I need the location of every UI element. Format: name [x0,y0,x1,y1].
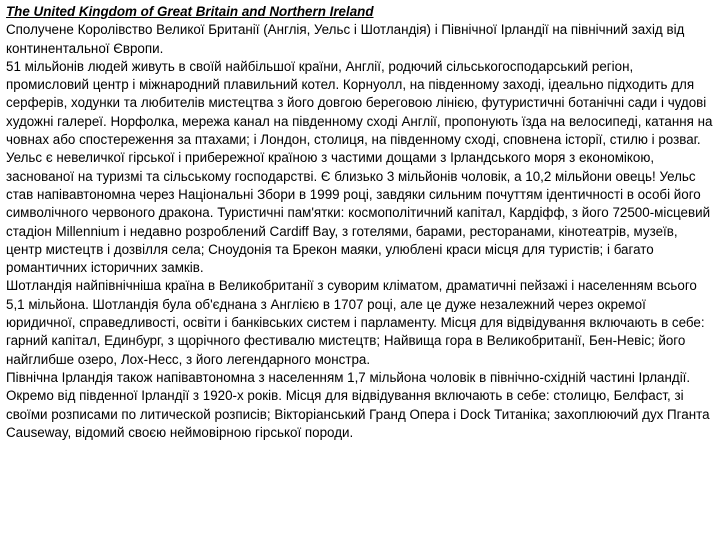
paragraph-wales: Уельс є невеличкої гірської і прибережної країною з частими дощами з Ірландського моря з економікою, заснованої на туризмі та сільському господарстві. Є близько 3 мільйонів чоловік, а 10,2 мільйони овець! Уельс став напівавтономна через Національні Збори в 1999 році, завдяки сильним почуттям ідентичності в особі його символічного червоного дракона. Туристичні пам'ятки: космополітичний капітал, Кардіфф, з його 72500-місцевий стадіон Millennium і недавно розроблений Cardiff Bay, з готелями, барами, ресторанами, кінотеатрів, музеїв, центр мистецтв і дозвілля села; Сноудонія та Брекон маяки, улюблені краси місця для туристів; і багато романтичних історичних замків. [6,150,711,276]
document-title: The United Kingdom of Great Britain and Northern Ireland [6,4,374,19]
paragraph-intro: Сполучене Королівство Великої Британії (Англія, Уельс і Шотландія) і Північної Ірландії на північний захід від континентальної Європи. [6,22,685,56]
paragraph-scotland: Шотландія найпівнічніша країна в Великобританії з суворим кліматом, драматичні пейзажі і населенням всього 5,1 мільйона. Шотландія була об'єднана з Англією в 1707 році, але це дуже незалежний через окремої юридичної, справедливості, освіти і банківських систем і парламенту. Місця для відвідування включають в себе: гарний капітал, Единбург, з щорічного фестивалю мистецтв; Найвища гора в Великобританії, Бен-Невіс; його найглибше озеро, Лох-Несс, з його легендарного монстра. [6,278,705,367]
paragraph-england: 51 мільйонів людей живуть в своїй найбільшої країни, Англії, родючий сільськогосподарський регіон, промисловий центр і міжнародний плавильний котел. Корнуолл, на південному заході, ідеально підходить для серферів, ходунки та любителів мистецтва з його довгою береговою лінією, футуристичні ботанічні сади і чудові художні галереї. Норфолка, мережа канал на південному сході Англії, пропонують їзда на велосипеді, катання на човнах або спостереження за птахами; і Лондон, столиця, на південному сході, сповнена історії, стилю і розваг. [6,58,713,148]
document-body [6,3,715,442]
paragraph-northern-ireland: Північна Ірландія також напівавтономна з населенням 1,7 мільйона чоловік в північно-східній частині Ірландії. Окремо від південної Ірландії з 1920-х років. Місця для відвідування включають в себе: столицю, Белфаст, зі своїми розписами по литической розписів; Вікторіанський Гранд Опера і Dock Титаніка; захоплюючий дух Пганта Causeway, відомий своєю неймовірною гірської породи. [6,369,710,440]
